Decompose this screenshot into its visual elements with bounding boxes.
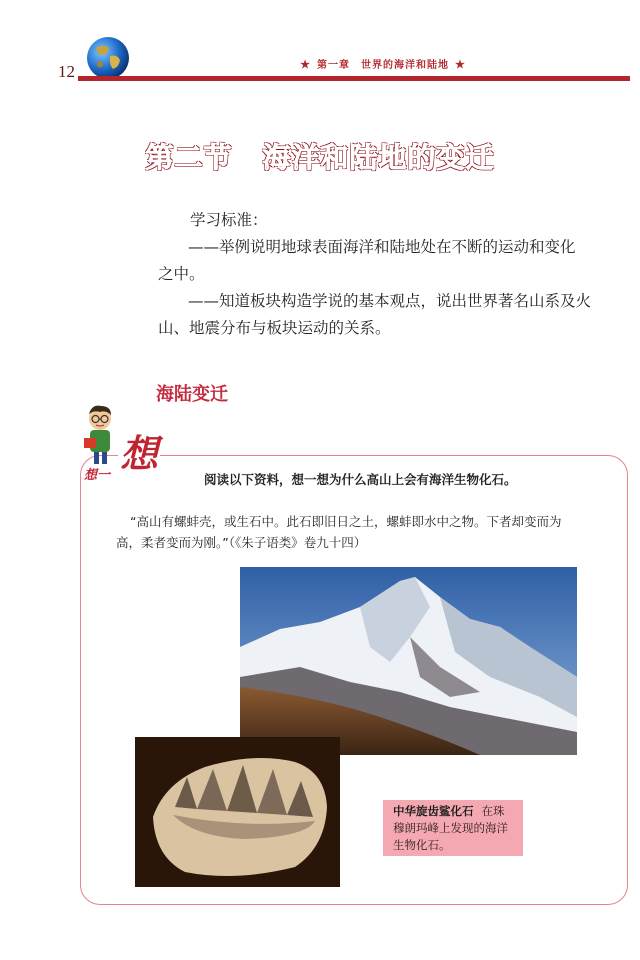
section-name: 海洋和陆地的变迁 [262,141,495,174]
standard-item-1-line-1: ——举例说明地球表面海洋和陆地处在不断的运动和变化 [188,238,576,256]
classical-quote [116,511,621,553]
shark-tooth-fossil-photo [135,737,340,887]
caption-text-line-1: 在珠 [481,804,505,818]
header-divider [78,76,630,81]
quote-line-1: “高山有螺蚌壳，或生石中。此石即旧日之土，螺蚌即水中之物。下者却变而为 [130,514,562,529]
caption-text-line-3: 生物化石。 [393,838,451,852]
standards-heading: 学习标准： [190,211,268,229]
think-prompt: 阅读以下资料，想一想为什么高山上会有海洋生物化石。 [204,472,517,487]
think-label-small: 想一 [84,468,111,483]
section-number: 第二节 [145,141,233,174]
chapter-header [288,56,478,71]
chapter-title: 第一章 世界的海洋和陆地 [317,60,449,71]
page-number: 12 [58,62,75,81]
caption-fossil-name: 中华旋齿鲨化石 [393,804,474,818]
quote-line-2: 高，柔者变而为刚。”（《朱子语类》卷九十四） [116,535,367,550]
think-label-big: 想 [120,431,159,476]
globe-icon [86,36,130,80]
student-cartoon-icon [80,404,120,466]
photo-caption [383,800,523,856]
standard-item-1-line-2: 之中。 [158,265,205,283]
star-icon: ★ [455,58,466,71]
standard-item-2-line-1: ——知道板块构造学说的基本观点，说出世界著名山系及火 [188,292,592,310]
section-title [0,136,640,176]
standard-item-2-line-2: 山、地震分布与板块运动的关系。 [158,319,391,337]
star-icon: ★ [300,58,311,71]
caption-text-line-2: 穆朗玛峰上发现的海洋 [393,821,508,835]
mount-everest-photo [240,567,577,755]
subsection-heading: 海陆变迁 [156,384,228,405]
